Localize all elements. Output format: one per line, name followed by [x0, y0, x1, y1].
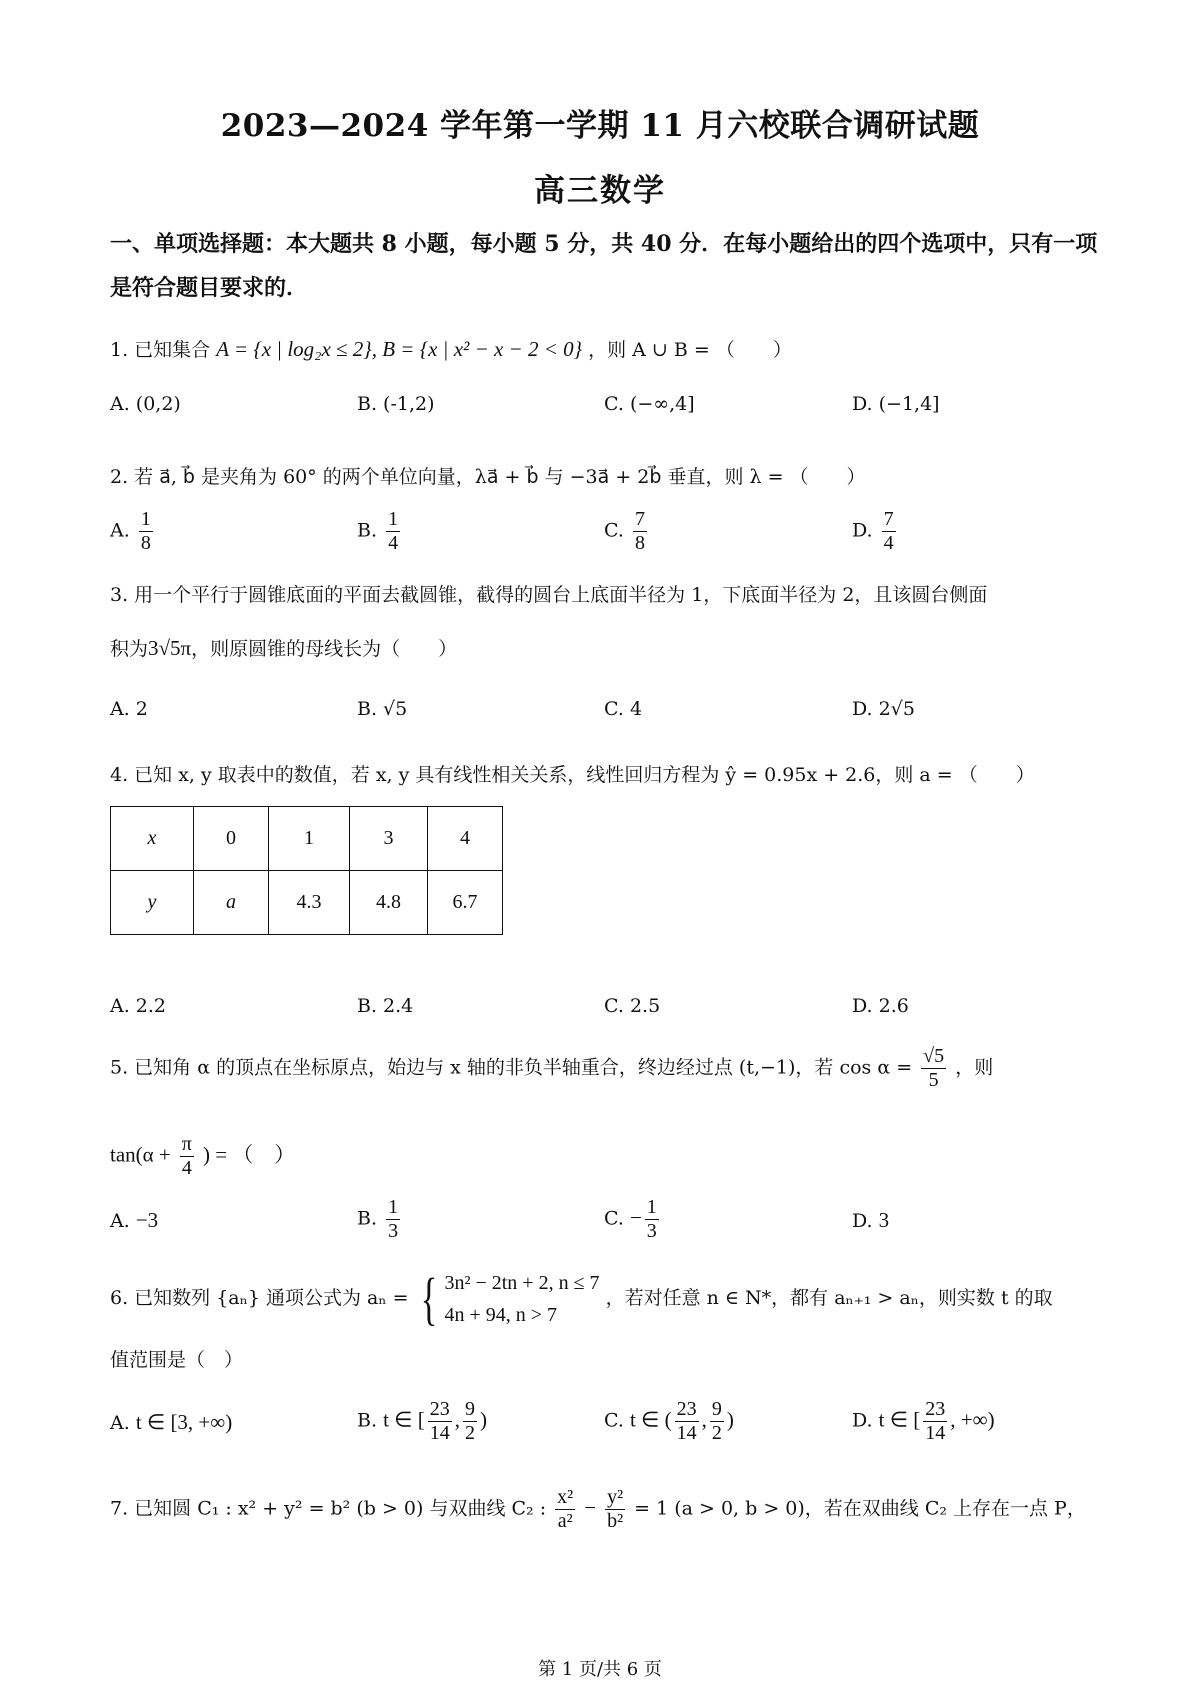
q2-option-a: A. $\frac{1}{8}$: [110, 508, 151, 554]
table-cell: 4.8: [350, 871, 428, 935]
question-1-expr: A = {x | log₂x ≤ 2}, B = {x | x² − x − 2 < 0}: [216, 337, 583, 361]
q6-option-a: A. t ∈ [3, +∞): [110, 1410, 233, 1434]
q1-option-d: D. (−1,4]: [852, 393, 940, 415]
exam-subject: 高三数学: [534, 173, 666, 209]
question-4: 4. 已知 x, y 取表中的数值，若 x, y 具有线性相关关系，线性回归方程为 ŷ = 0.95x + 2.6，则 a = （ ）: [110, 764, 1035, 786]
q5-option-b: B. $\frac{1}{3}$: [357, 1196, 399, 1242]
question-6-line-2: 值范围是（ ）: [110, 1349, 244, 1371]
section-heading: 一、单项选择题：本大题共 8 小题，每小题 5 分，共 40 分．在每小题给出的四个选项中，只有一项是符合题目要求的．: [110, 231, 1098, 301]
q3-option-d: D. 2√5: [852, 698, 915, 720]
q2-option-d: D. $\frac{7}{4}$: [852, 508, 894, 554]
table-row: [111, 871, 503, 935]
table-cell: x: [111, 807, 194, 871]
table-cell: 1: [269, 807, 350, 871]
table-cell: a: [194, 871, 269, 935]
piecewise-cases: 3n² − 2tn + 2, n ≤ 7 4n + 94, n > 7: [444, 1272, 600, 1326]
q4-option-c: C. 2.5: [604, 995, 661, 1017]
question-6-line-1: 6. 已知数列 {aₙ} 通项公式为 aₙ = { 3n² − 2tn + 2, n ≤ 7 4n + 94, n > 7 ，若对任意 n ∈ N*，都有 aₙ₊₁ > aₙ，则实数 t 的取: [110, 1266, 1053, 1331]
table-row: [111, 807, 503, 871]
q1-option-b: B. (-1,2): [357, 393, 435, 415]
q1-option-a: A. (0,2): [110, 393, 181, 415]
q3-option-b: B. √5: [357, 698, 408, 720]
q4-option-d: D. 2.6: [852, 995, 909, 1017]
left-brace: {: [420, 1266, 437, 1331]
question-1: [110, 335, 792, 362]
page-footer: 第 1 页/共 6 页: [538, 1659, 662, 1680]
question-1-num: 1. 已知集合: [110, 339, 211, 361]
question-5-line-2: tan(α + $\frac{\pi}{4}$ ) = （ ）: [110, 1133, 296, 1179]
q4-option-b: B. 2.4: [357, 995, 414, 1017]
question-1-tail: ，则 A ∪ B = （ ）: [588, 339, 792, 361]
question-3-line-2: 积为3√5π，则原圆锥的母线长为（ ）: [110, 636, 458, 660]
q2-option-c: C. $\frac{7}{8}$: [604, 508, 645, 554]
exam-title: 2023—2024 学年第一学期 11 月六校联合调研试题: [220, 108, 980, 144]
q1-option-c: C. (−∞,4]: [604, 393, 695, 415]
table-cell: 4: [428, 807, 503, 871]
q4-option-a: A. 2.2: [110, 995, 167, 1017]
q5-option-d: D. 3: [852, 1208, 890, 1232]
table-cell: 0: [194, 807, 269, 871]
q3-option-c: C. 4: [604, 698, 643, 720]
q5-option-a: A. −3: [110, 1208, 159, 1232]
q5-option-c: C. − $\frac{1}{3}$: [604, 1196, 657, 1242]
question-3-line-1: 3. 用一个平行于圆锥底面的平面去截圆锥，截得的圆台上底面半径为 1，下底面半径为 2，且该圆台侧面: [110, 584, 988, 606]
table-cell: 3: [350, 807, 428, 871]
data-table: [110, 806, 503, 935]
q6-option-b: B. t ∈ [ $\frac{23}{14}$ , $\frac{9}{2}$ ): [357, 1398, 487, 1444]
table-cell: 4.3: [269, 871, 350, 935]
q2-option-b: B. $\frac{1}{4}$: [357, 508, 399, 554]
question-2: 2. 若 a⃗, b⃗ 是夹角为 60° 的两个单位向量，λa⃗ + b⃗ 与 −3a⃗ + 2b⃗ 垂直，则 λ = （ ）: [110, 466, 866, 488]
q6-option-d: D. t ∈ [ $\frac{23}{14}$ , +∞): [852, 1398, 995, 1444]
question-5-line-1: 5. 已知角 α 的顶点在坐标原点，始边与 x 轴的非负半轴重合，终边经过点 (t,−1)，若 cos α = $\frac{√5}{5}$ ，则: [110, 1045, 994, 1091]
table-cell: y: [111, 871, 194, 935]
q3-option-a: A. 2: [110, 698, 148, 720]
q6-option-c: C. t ∈ ( $\frac{23}{14}$ , $\frac{9}{2}$ ): [604, 1398, 734, 1444]
question-7: 7. 已知圆 C₁ : x² + y² = b² (b > 0) 与双曲线 C₂ : $\frac{\text{x²}}{\text{a²}}$ − $\frac{\text{y²}}{\text{b²}}$ = 1 (a > 0, b > 0)，若在双曲线 C₂ 上存在一点 P，: [110, 1486, 1086, 1532]
table-cell: 6.7: [428, 871, 503, 935]
